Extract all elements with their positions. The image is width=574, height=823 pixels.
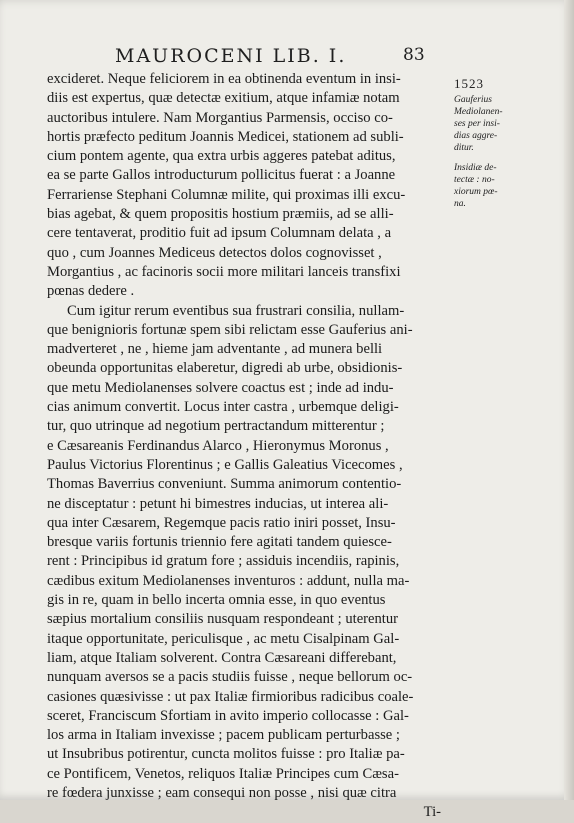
margin-note-line: ses per insi- <box>454 119 500 129</box>
page-number: 83 <box>403 45 425 65</box>
text-line: que metu Mediolanenses solvere coactus est ; inde ad indu- <box>47 379 394 396</box>
text-line: rent : Principibus id gratum fore ; assiduis incendiis, rapinis, <box>47 553 400 570</box>
running-head: MAUROCENI LIB. I. <box>115 45 347 67</box>
page-edge-shadow <box>564 0 574 800</box>
margin-note-line: dias aggre- <box>454 131 498 141</box>
text-line: tur, quo utrinque ad negotium pertractandum mitterentur ; <box>47 418 385 435</box>
text-line: ne disceptatur : petunt hi bimestres inducias, ut interea ali- <box>47 495 389 512</box>
margin-note-line: ditur. <box>454 143 474 153</box>
text-line: Cum igitur rerum eventibus sua frustrari consilia, nullam- <box>67 302 405 319</box>
body-text <box>47 70 445 823</box>
text-line: nunquam aversos se a pacis studiis fuisse , neque bellorum oc- <box>47 669 413 686</box>
margin-note-line: Insidiæ de- <box>454 163 497 173</box>
text-line: ut Insubribus potirentur, cuncta molitos fuisse : pro Italiæ pa- <box>47 746 405 763</box>
text-line: itaque opportunitate, periculisque , ac metu Cisalpinam Gal- <box>47 630 400 647</box>
margin-note-line: Mediolanen- <box>454 107 503 117</box>
margin-note-gauferius <box>454 76 534 154</box>
text-line: cium pontem agente, qua extra urbis aggeres patebat aditus, <box>47 148 396 165</box>
text-line: casiones quæsivisse : ut pax Italiæ firmioribus radicibus coale- <box>47 688 414 705</box>
margin-note-line: tectæ : no- <box>454 175 495 185</box>
text-line: madverteret , ne , hieme jam adventante , ad munera belli <box>47 341 383 358</box>
text-line: cædibus exitum Mediolanenses inventuros : addunt, nulla ma- <box>47 572 410 589</box>
text-line: Paulus Victorius Florentinus ; e Gallis Galeatius Vicecomes , <box>47 456 403 473</box>
text-line: quo , cum Joannes Mediceus detectos dolos cognovisset , <box>47 244 382 261</box>
text-line: ce Pontificem, Venetos, reliquos Italiæ Principes cum Cæsa- <box>47 765 399 782</box>
margin-note-line: Gauferius <box>454 95 492 105</box>
text-line: ea se parte Gallos introducturum pollicitus fuerat : a Joanne <box>47 167 396 184</box>
text-line: pœnas dedere . <box>47 283 135 300</box>
text-line: re fœdera junxisse ; eam consequi non posse , nisi quæ citra <box>47 784 397 801</box>
text-line: que benignioris fortunæ spem sibi relictam esse Gauferius ani- <box>47 321 413 338</box>
text-line: diis est expertus, quæ detectæ exitium, atque infamiæ notam <box>47 90 400 107</box>
text-line: Thomas Baverrius conveniunt. Summa animorum contentio- <box>47 476 402 493</box>
margin-note-line: xiorum pœ- <box>454 187 498 197</box>
text-line: obeunda opportunitas elaberetur, digredi ab urbe, obsidionis- <box>47 360 403 377</box>
text-line: los arma in Italiam invexisse ; pacem publicam perturbasse ; <box>47 727 400 744</box>
text-line: e Cæsareanis Ferdinandus Alarco , Hieronymus Moronus , <box>47 437 389 454</box>
text-line: gis in re, quam in bello incerta omnia esse, in quo eventus <box>47 592 386 609</box>
text-line: excideret. Neque feliciorem in ea obtinenda eventum in insi- <box>47 71 401 87</box>
text-line: Morgantius , ac facinoris socii more militari lanceis transfixi <box>47 263 401 280</box>
text-line: cias animum convertit. Locus inter castra , urbemque deligi- <box>47 399 399 416</box>
text-line: bias agebat, & quem propositis hostium præmiis, ad se alli- <box>47 206 394 223</box>
text-line: sæpius mortalium consiliis nusquam respondeant ; uterentur <box>47 611 399 628</box>
text-line: bresque variis fortunis triennio fere agitati tandem quiesce- <box>47 534 392 551</box>
text-line: sceret, Franciscum Sfortiam in avito imperio collocasse : Gal- <box>47 707 409 724</box>
margin-year: 1523 <box>454 76 484 91</box>
text-line: Ferrariense Stephani Columnæ milite, qui proximas illi excu- <box>47 186 406 203</box>
text-line: auctoribus intulere. Nam Morgantius Parmensis, occiso co- <box>47 109 393 126</box>
catchword: Ti- <box>423 804 441 821</box>
text-line: liam, atque Italiam solverent. Contra Cæsareani differebant, <box>47 649 397 666</box>
margin-note-line: na. <box>454 199 466 209</box>
text-line: cere tentaverat, proditio fuit ad ipsum Columnam delata , a <box>47 225 392 242</box>
margin-note-insidiae <box>454 162 534 210</box>
text-line: hortis præfecto peditum Joannis Medicei, stationem ad subli- <box>47 128 404 145</box>
text-line: qua inter Cæsarem, Regemque pacis ratio iniri posset, Insu- <box>47 514 396 531</box>
